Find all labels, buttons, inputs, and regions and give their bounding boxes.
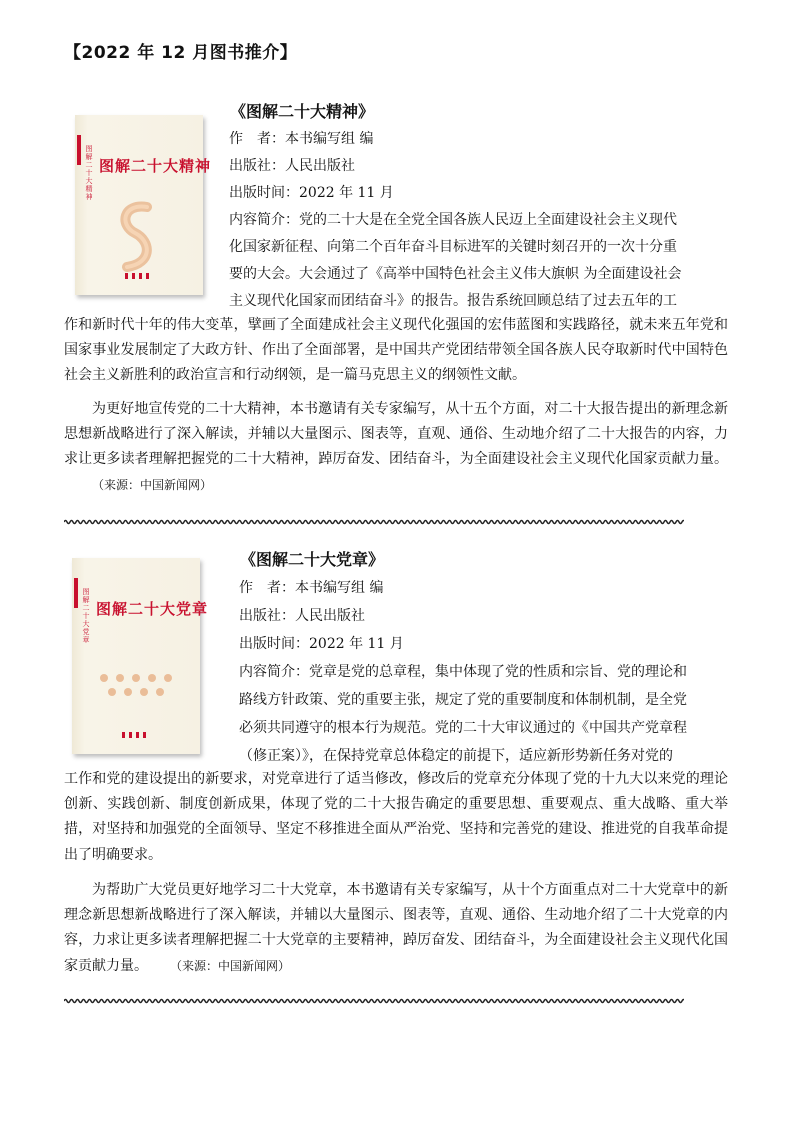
cover-spine-text: 图解二十大精神 [85, 145, 93, 201]
intro-line: 内容简介：党章是党的总章程，集中体现了党的性质和宗旨、党的理论和 [239, 664, 687, 680]
publisher-logo [122, 732, 150, 738]
book-title: 《图解二十大党章》 [240, 550, 385, 569]
cover-title: 图解二十大党章 [96, 600, 209, 618]
publisher-line: 出版社：人民出版社 [229, 158, 355, 174]
author-line: 作 者：本书编写组 编 [229, 131, 374, 147]
source-note: （来源：中国新闻网） [92, 477, 213, 492]
publisher-line: 出版社：人民出版社 [239, 608, 365, 624]
intro-line: 要的大会。大会通过了《高举中国特色社会主义伟大旗帜 为全面建设社会 [229, 266, 682, 282]
book-cover-image [72, 558, 209, 754]
cover-illustration [117, 201, 161, 273]
intro-line: 化国家新征程、向第二个百年奋斗目标进军的关键时刻召开的一次十分重 [229, 239, 677, 255]
cover-spine-text: 图解二十大党章 [82, 588, 90, 644]
book-title: 《图解二十大精神》 [230, 102, 375, 121]
intro-line: 主义现代化国家而团结奋斗》的报告。报告系统回顾总结了过去五年的工 [229, 293, 677, 309]
page-heading: 【2022 年 12 月图书推介】 [64, 43, 298, 63]
intro-line: 必须共同遵守的根本行为规范。党的二十大审议通过的《中国共产党章程 [239, 720, 687, 736]
description-text: 为更好地宣传党的二十大精神，本书邀请有关专家编写，从十五个方面，对二十大报告提出的新理念新思想新战略进行了深入解读，并辅以大量图示、图表等，直观、通俗、生动地介绍了二十大报告的内容，力求让更多读者理解把握党的二十大精神，踔厉奋发、团结奋斗，为全面建设社会主义现代化国家贡献力量。 [64, 401, 728, 468]
description-paragraph [64, 878, 728, 979]
date-line: 出版时间：2022 年 11 月 [229, 185, 394, 201]
cover-title: 图解二十大精神 [99, 157, 212, 175]
description-paragraph [64, 397, 728, 498]
intro-line: （修正案）》，在保持党章总体稳定的前提下，适应新形势新任务对党的 [239, 748, 673, 764]
cover-spine-mark [74, 578, 78, 608]
date-line: 出版时间：2022 年 11 月 [239, 636, 404, 652]
cover-spine-mark [77, 135, 81, 165]
intro-line: 内容简介：党的二十大是在全党全国各族人民迈上全面建设社会主义现代 [229, 212, 677, 228]
source-note: （来源：中国新闻网） [176, 958, 291, 973]
intro-line: 路线方针政策、党的重要主张，规定了党的重要制度和体制机制，是全党 [239, 692, 687, 708]
description-text: 为帮助广大党员更好地学习二十大党章，本书邀请有关专家编写，从十个方面重点对二十大党章中的新理念新思想新战略进行了深入解读，并辅以大量图示、图表等，直观、通俗、生动地介绍了二十大党章的内容，力求让更多读者理解把握二十大党章的主要精神，踔厉奋发、团结奋斗，为全面建设社会主义现代化国家贡献力量。 [64, 882, 728, 974]
author-line: 作 者：本书编写组 编 [239, 580, 384, 596]
intro-paragraph-continued: 工作和党的建设提出的新要求，对党章进行了适当修改，修改后的党章充分体现了党的十九大以来党的理论创新、实践创新、制度创新成果，体现了党的二十大报告确定的重要思想、重要观点、重大战略、重大举措，对坚持和加强党的全面领导、坚定不移推进全面从严治党、坚持和完善党的建设、推进党的自我革命提出了明确要求。 [64, 771, 728, 863]
publisher-logo [125, 273, 153, 279]
section-divider [64, 518, 684, 526]
section-divider [64, 997, 684, 1005]
intro-paragraph-continued: 作和新时代十年的伟大变革，擘画了全面建成社会主义现代化强国的宏伟蓝图和实践路径，就未来五年党和国家事业发展制定了大政方针、作出了全面部署，是中国共产党团结带领全国各族人民夺取新时代中国特色社会主义新胜利的政治宣言和行动纲领，是一篇马克思主义的纲领性文献。 [64, 317, 728, 384]
book-cover-image [75, 115, 212, 295]
cover-illustration [94, 670, 180, 702]
